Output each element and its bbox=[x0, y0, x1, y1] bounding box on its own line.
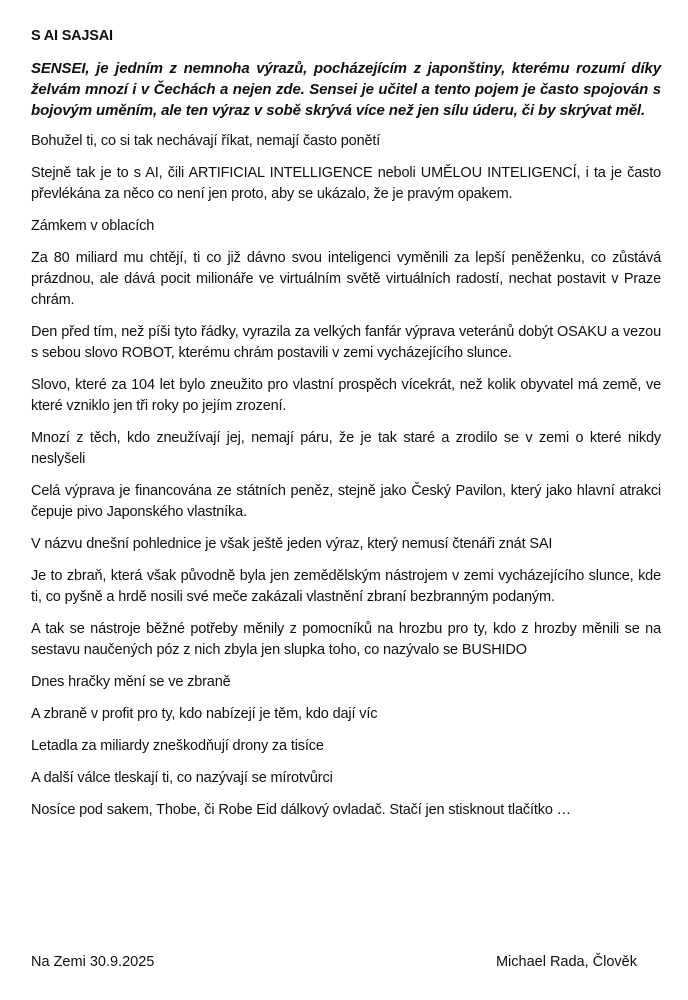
footer-author: Michael Rada, Člověk bbox=[495, 954, 637, 970]
paragraph-10: Je to zbraň, která však původně byla jen zemědělským nástrojem v zemi vycházejícího slunce, kde ti, co pyšně a hrdě nosili své meče zakázali vlastnění zbraní bezbranným podaným. bbox=[31, 568, 661, 605]
paragraph-4: Za 80 miliard mu chtějí, ti co již dávno svou inteligenci vyměnili za lepší peněženku, co zůstává prázdnou, ale dává pocit milionáře ve virtuálním světě virtuálních radostí, nechat postavit v Praze chrám. bbox=[31, 250, 661, 308]
document-body bbox=[31, 26, 661, 832]
footer-place-date: Na Zemi 30.9.2025 bbox=[31, 954, 155, 970]
paragraph-8: Celá výprava je financována ze státních peněz, stejně jako Český Pavilon, který jako hlavní atrakci čepuje pivo Japonského vlastníka. bbox=[31, 483, 661, 520]
paragraph-14: Letadla za miliardy zneškodňují drony za tisíce bbox=[31, 738, 324, 754]
document-title: S AI SAJSAI bbox=[31, 28, 113, 44]
paragraph-6: Slovo, které za 104 let bylo zneužito pro vlastní prospěch vícekrát, než kolik obyvatel má země, ve které vzniklo jen tři roky po jejím zrození. bbox=[31, 377, 661, 414]
paragraph-13: A zbraně v profit pro ty, kdo nabízejí je těm, kdo dají víc bbox=[31, 706, 378, 722]
paragraph-9: V názvu dnešní pohlednice je však ještě jeden výraz, který nemusí čtenáři znát SAI bbox=[31, 536, 553, 552]
paragraph-12: Dnes hračky mění se ve zbraně bbox=[31, 674, 231, 690]
paragraph-15: A další válce tleskají ti, co nazývají se mírotvůrci bbox=[31, 770, 333, 786]
document-footer bbox=[31, 952, 637, 973]
paragraph-1: Bohužel ti, co si tak nechávají říkat, nemají často ponětí bbox=[31, 133, 381, 149]
paragraph-5: Den před tím, než píši tyto řádky, vyrazila za velkých fanfár výprava veteránů dobýt OSAKU a vezou s sebou slovo ROBOT, kterému chrám postavili v zemi vycházejícího slunce. bbox=[31, 324, 661, 361]
paragraph-3: Zámkem v oblacích bbox=[31, 218, 155, 234]
paragraph-7: Mnozí z těch, kdo zneužívají jej, nemají páru, že je tak staré a zrodilo se v zemi o které nikdy neslyšeli bbox=[31, 430, 661, 467]
paragraph-11: A tak se nástroje běžné potřeby měnily z pomocníků na hrozbu pro ty, kdo z hrozby měnili se na sestavu naučených póz z nich zbyla jen slupka toho, co nazývalo se BUSHIDO bbox=[31, 621, 661, 658]
paragraph-2: Stejně tak je to s AI, čili ARTIFICIAL INTELLIGENCE neboli UMĚLOU INTELIGENCÍ, i ta je často převlékána za něco co není jen proto, aby se ukázalo, že je pravým opakem. bbox=[31, 165, 661, 202]
intro-paragraph: SENSEI, je jedním z nemnoha výrazů, pocházejícím z japonštiny, kterému rozumí díky želvám mnozí i v Čechách a nejen zde. Sensei je učitel a tento pojem je často spojován s bojovým uměním, ale ten výraz v sobě skrývá více než jen sílu úderu, či by skrývat měl. bbox=[31, 60, 661, 119]
paragraph-16: Nosíce pod sakem, Thobe, či Robe Eid dálkový ovladač. Stačí jen stisknout tlačítko … bbox=[31, 802, 572, 818]
